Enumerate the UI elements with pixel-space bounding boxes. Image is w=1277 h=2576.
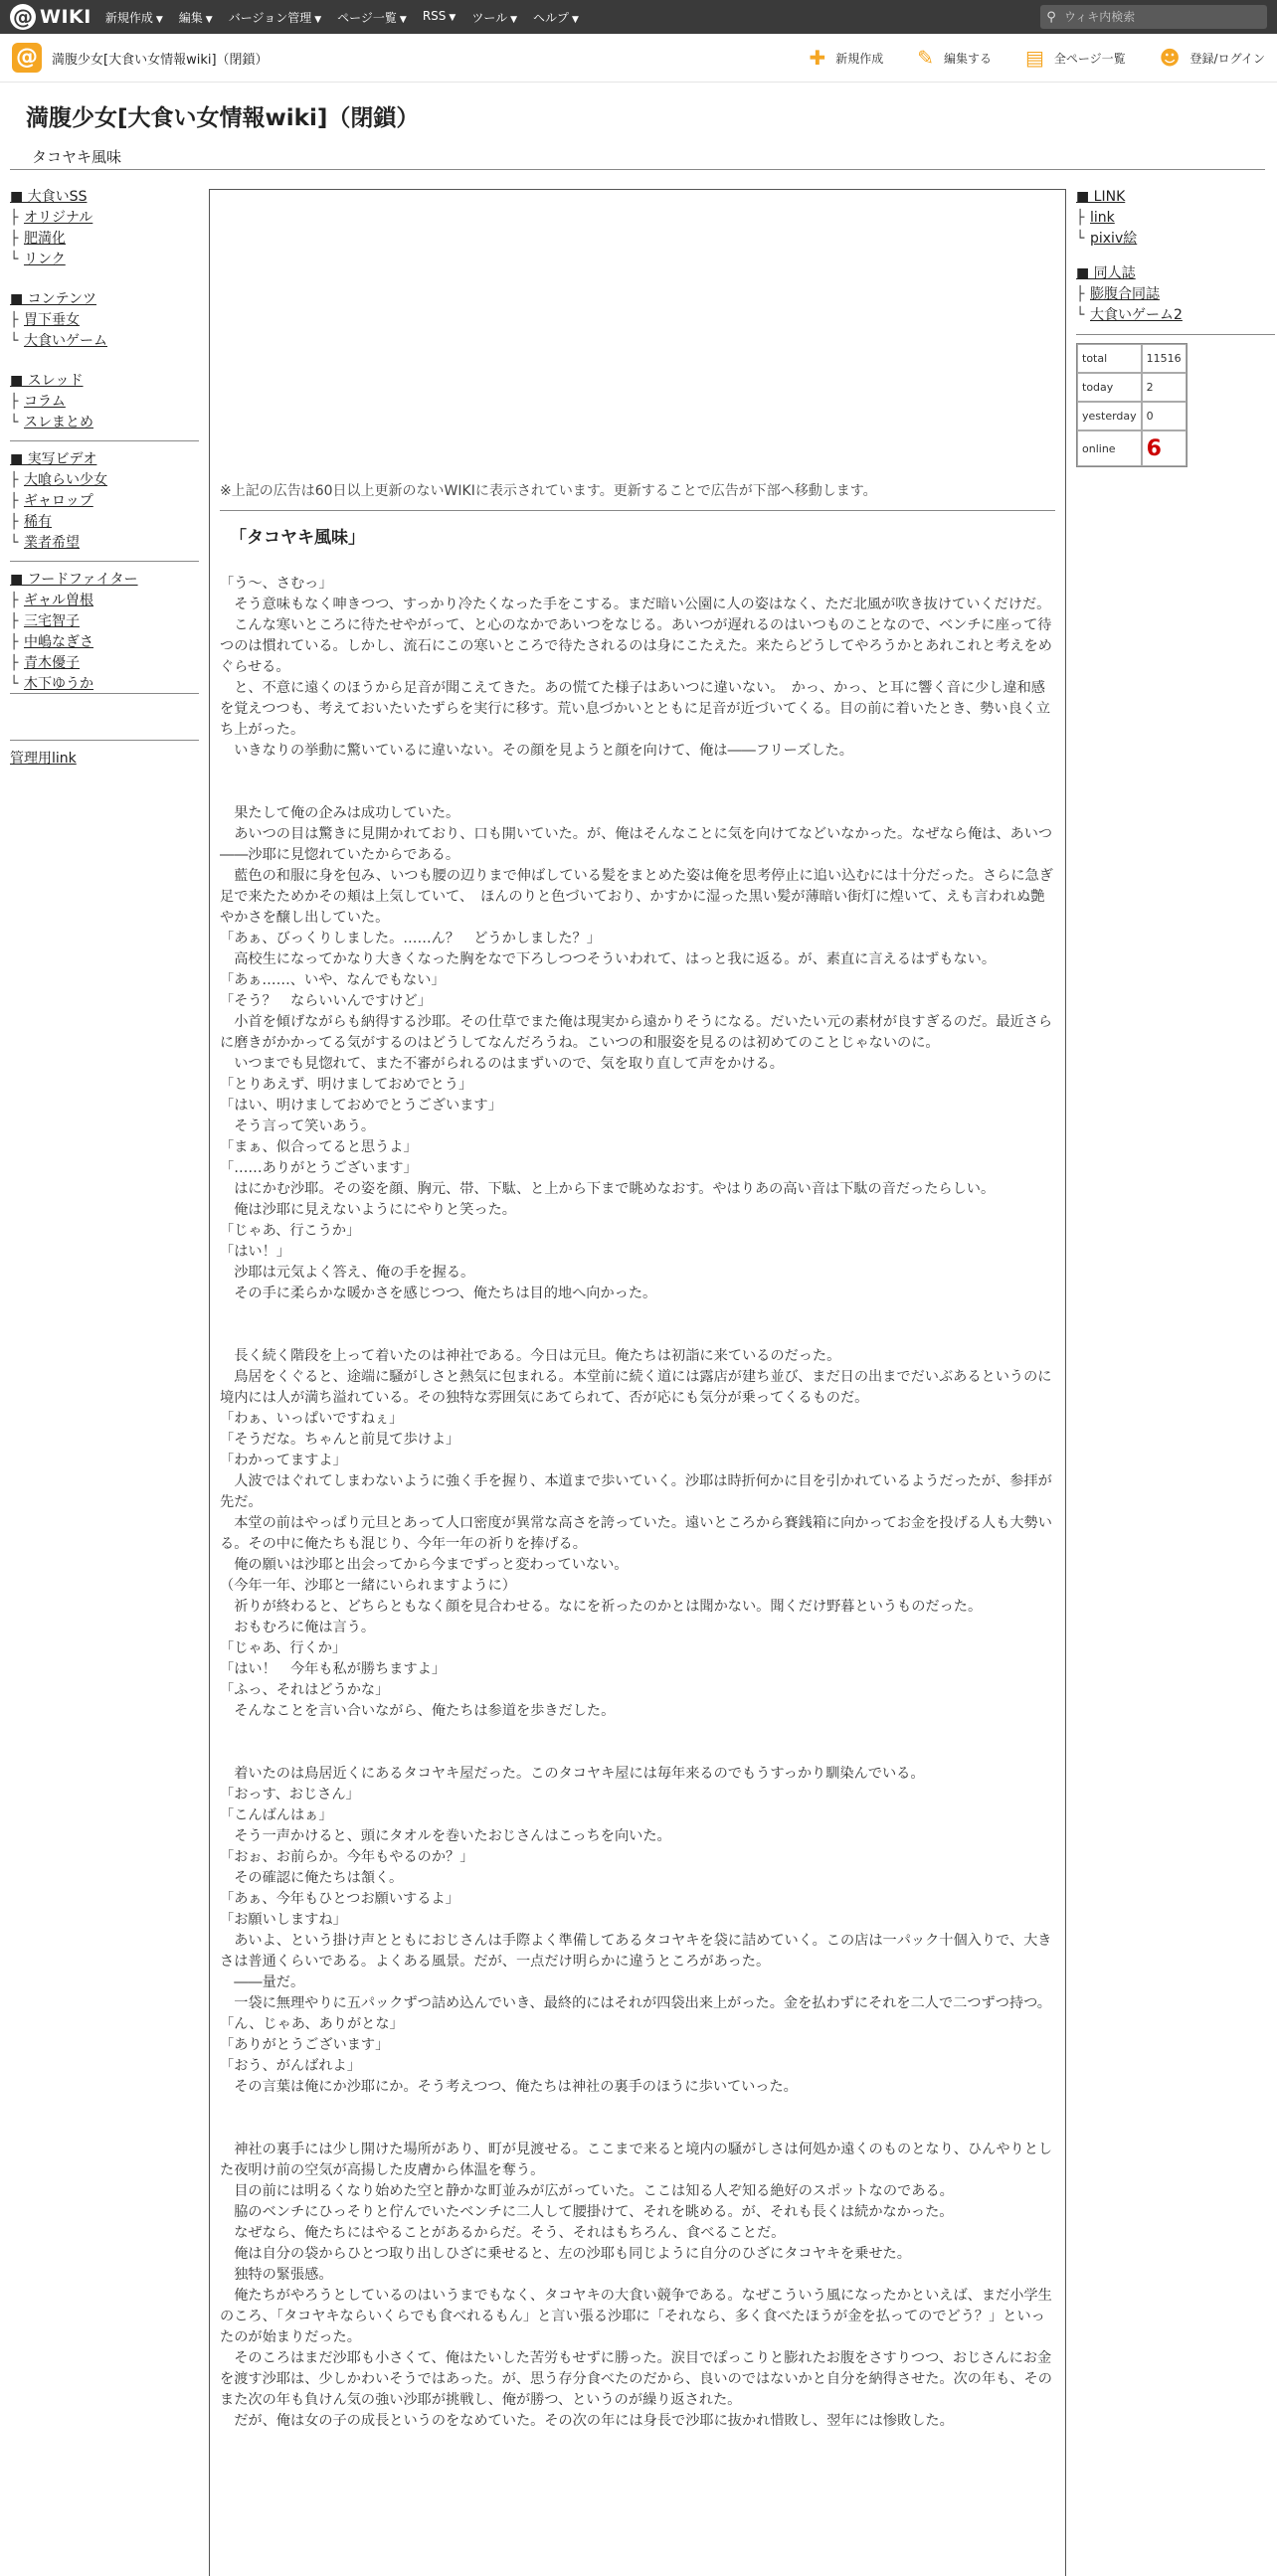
story-line: 「お願いしますね」	[220, 1912, 347, 1928]
nav-item-miyake[interactable]	[10, 611, 199, 632]
story-line: そう意味もなく呻きつつ、すっかり冷たくなった手をこする。まだ暗い公園に人の姿はなく、ただ北風が吹き抜けていくだけだ。	[220, 597, 1051, 612]
tree-branch: └	[10, 333, 19, 349]
access-counter	[1076, 343, 1187, 467]
story-line: 長く続く階段を上って着いたのは神社である。今日は元旦。俺たちは初詣に来ているのだった。	[220, 1348, 841, 1364]
story-line: だが、俺は女の子の成長というのをなめていた。その次の年には身長で沙耶に抜かれ惜敗し、翌年には惨敗した。	[220, 2413, 954, 2429]
document-icon: ▤	[1025, 46, 1044, 70]
admin-link[interactable]: 管理用link	[10, 751, 77, 767]
story-line: 果たして俺の企みは成功していた。	[220, 805, 460, 821]
story-line: あいよ、という掛け声とともにおじさんは手際よく準備してあるタコヤキを袋に詰めていく。この店は一パック十個入りで、大きさは普通くらいである。よくある風景。だが、一点だけ明らかに違うところがあった。	[220, 1933, 1052, 1970]
menu-tools[interactable]	[471, 9, 517, 26]
nav-item-label: 三宅智子	[24, 613, 80, 629]
nav-item-label: 大食いゲーム	[24, 333, 107, 349]
menu-edit[interactable]	[179, 9, 213, 26]
nav-group-ss	[10, 187, 199, 270]
nav-group-contents	[10, 289, 199, 352]
story-line: 「あぁ、今年もひとつお願いするよ」	[220, 1891, 459, 1907]
logo-text: WIKI	[40, 6, 91, 28]
caret-down-icon: ▼	[205, 14, 213, 25]
story-line: 一袋に無理やりに五パックずつ詰め込んでいき、最終的にはそれが四袋出来上がった。金を払わずにそれを二人で二つずつ持つ。	[220, 1995, 1051, 2011]
story-line: ――量だ。	[220, 1975, 305, 1990]
new-page-label: 新規作成	[835, 51, 884, 66]
story-line: 「あぁ……、いや、なんでもない」	[220, 972, 446, 988]
nav-item-nakajima[interactable]	[10, 632, 199, 653]
tree-branch: └	[10, 676, 19, 692]
top-navigation-bar	[0, 0, 1277, 34]
title-divider	[10, 169, 1265, 170]
users-icon: ☻	[1159, 46, 1181, 70]
story-line: 俺は自分の袋からひとつ取り出しひざに乗せると、左の沙耶も同じように自分のひざにタコヤキを乗せた。	[220, 2246, 911, 2262]
nav-group-foodfighter	[10, 570, 199, 695]
story-line: そのころはまだ沙耶も小さくて、俺はたいした苦労もせずに勝った。涙目でぽっこりと膨れたお腹をさすりつつ、おじさんにお金を渡す沙耶は、少しかわいそうではあった。が、思う存分食べたのだから、良いのではないかと自分を納得させた。次の年も、そのまた次の年も負けん気の強い沙耶が挑戦し、俺が勝つ、というのが繰り返された。	[220, 2350, 1052, 2408]
menu-help[interactable]	[533, 9, 579, 26]
story-line: 沙耶は元気よく答え、俺の手を握る。	[220, 1265, 475, 1281]
story-line: あいつの目は驚きに見開かれており、口も開いていた。が、俺はそんなことに気を向けてなどいなかった。なぜなら俺は、あいつ――沙耶に見惚れていたからである。	[220, 826, 1053, 863]
story-line: 「はい、明けましておめでとうございます」	[220, 1098, 502, 1114]
caret-down-icon: ▼	[449, 12, 456, 23]
nav-item-column[interactable]	[10, 392, 199, 413]
nav-item-label: 大喰らい少女	[24, 472, 107, 488]
story-line: そう一声かけると、頭にタオルを巻いたおじさんはこっちを向いた。	[220, 1828, 671, 1844]
edit-button[interactable]	[917, 46, 992, 70]
login-label: 登録/ログイン	[1189, 51, 1265, 66]
nav-item-label: 胃下垂女	[24, 312, 80, 328]
story-line: おもむろに俺は言う。	[220, 1620, 376, 1635]
counter-label: total	[1077, 344, 1142, 373]
story-line: 「おぉ、お前らか。今年もやるのか？」	[220, 1849, 474, 1865]
story-line: そう言って笑いあう。	[220, 1118, 376, 1134]
tree-branch: ├	[10, 613, 19, 629]
nav-item-label: 業者希望	[24, 535, 80, 551]
right-sidebar	[1076, 187, 1275, 467]
story-line: 「おう、がんばれよ」	[220, 2058, 361, 2074]
story-line: いつまでも見惚れて、また不審がられるのはまずいので、気を取り直して声をかける。	[220, 1056, 784, 1072]
story-line: その手に柔らかな暖かさを感じつつ、俺たちは目的地へ向かった。	[220, 1286, 657, 1301]
nav-item-label: コラム	[24, 394, 66, 410]
section-gap	[220, 1722, 1055, 1764]
page-subtitle: タコヤキ風味	[32, 148, 122, 166]
story-line: 目の前には明るくなり始めた空と静かな町並みが広がっていた。ここは知る人ぞ知る絶好のスポットなのである。	[220, 2183, 954, 2199]
rc-item-pixiv[interactable]	[1076, 229, 1275, 250]
nav-group-video	[10, 449, 199, 554]
caret-down-icon: ▼	[155, 14, 163, 25]
story-line: 「とりあえず、明けましておめでとう」	[220, 1077, 473, 1093]
nav-divider	[10, 693, 199, 694]
rc-item-goudou[interactable]	[1076, 284, 1275, 305]
story-line: 俺たちがやろうとしているのはいうまでもなく、タコヤキの大食い競争である。なぜこういう風になったかといえば、まだ小学生のころ、「タコヤキならいくらでも食べれるもん」と言い張る沙耶に「それなら、多く食べたほうが金を払ってのでどう？」といったのが始まりだった。	[220, 2288, 1052, 2345]
story-line: 脇のベンチにひっそりと佇んでいたベンチに二人して腰掛けて、それを眺める。が、それも長くは続かなかった。	[220, 2204, 954, 2220]
story-line: 人波ではぐれてしまわないように強く手を握り、本道まで歩いていく。沙耶は時折何かに目を引かれているようだったが、参拝が先だ。	[220, 1473, 1052, 1510]
ad-space	[210, 190, 1065, 480]
story-line: 「はい！ 今年も私が勝ちますよ」	[220, 1661, 447, 1677]
tree-branch: ├	[1076, 286, 1085, 302]
nav-item-label: 木下ゆうか	[24, 676, 93, 692]
story-line: と、不意に遠くのほうから足音が聞こえてきた。あの慌てた様子はあいつに違いない。 かっ、かっ、と耳に響く音に少し違和感を覚えつつも、考えておいたいたずらを実行に移す。荒い息づかいとともに足音が近づいてくる。目の前に着いたとき、勢い良く立ち上がった。	[220, 680, 1051, 738]
story-line: 小首を傾げながらも納得する沙耶。その仕草でまた俺は現実から遠かりそうになる。だいたい元の素材が良すぎるのだ。最近さらに磨きがかかってる気がするのはどうしてなんだろうね。こいつの和服姿を見るのは初めてのことじゃないのに。	[220, 1014, 1053, 1051]
rc-item-game2[interactable]	[1076, 305, 1275, 326]
nav-item-game[interactable]	[10, 331, 199, 352]
story-line: 「じゃあ、行こうか」	[220, 1223, 361, 1239]
menu-new-label: 新規作成	[104, 10, 153, 25]
menu-rss-label: RSS	[422, 8, 447, 23]
tree-branch: ├	[10, 210, 19, 226]
story-line: 俺は沙耶に見えないようににやりと笑った。	[220, 1202, 516, 1218]
counter-row	[1077, 402, 1186, 430]
story-line: 鳥居をくぐると、途端に騒がしさと熱気に包まれる。本堂前に続く道には露店が建ち並び、まだ日の出までだいぶあるというのに境内には人が満ち溢れている。その独特な雰囲気にあてられて、否が応にも気分が乗ってくるものだ。	[220, 1369, 1052, 1406]
story-line: 俺の願いは沙耶と出会ってから今までずっと変わっていない。	[220, 1557, 629, 1573]
wiki-search	[1040, 5, 1267, 29]
nav-head-foodfighter[interactable]: ■ フードファイター	[10, 572, 138, 588]
rc-divider	[1076, 334, 1275, 335]
nav-item-label: ギャル曽根	[24, 593, 93, 608]
login-button[interactable]	[1160, 46, 1265, 70]
nav-group-thread	[10, 371, 199, 433]
nav-item-label: リンク	[24, 252, 66, 267]
story-line: 「そうだな。ちゃんと前見て歩けよ」	[220, 1432, 460, 1448]
rc-item-label: 膨腹合同誌	[1090, 286, 1160, 302]
story-line: 「ありがとうございます」	[220, 2037, 390, 2053]
story-line: （今年一年、沙耶と一緒にいられますように）	[220, 1578, 516, 1594]
menu-help-label: ヘルプ	[533, 10, 570, 25]
nav-item-label: 青木優子	[24, 655, 80, 671]
menu-rss[interactable]	[423, 9, 456, 26]
left-sidebar	[10, 187, 199, 714]
rc-item-label: 大食いゲーム2	[1090, 307, 1183, 323]
nav-item-gallop[interactable]	[10, 491, 199, 512]
story-line: はにかむ沙耶。その姿を顔、胸元、帯、下駄、と上から下まで眺めなおす。やはりあの高い音は下駄の音だったらしい。	[220, 1181, 996, 1197]
menu-version-label: バージョン管理	[228, 10, 312, 25]
ad-notice: ※上記の広告は60日以上更新のないWIKIに表示されています。更新することで広告が下部へ移動します。	[220, 483, 877, 499]
online-count: 6	[1142, 430, 1186, 466]
story-line: いきなりの挙動に驚いているに違いない。その顔を見ようと顔を向けて、俺は――フリーズした。	[220, 743, 853, 759]
section-gap	[220, 762, 1055, 803]
story-line: 「わかってますよ」	[220, 1453, 347, 1468]
story-line: 「……ありがとうございます」	[220, 1160, 418, 1176]
counter-row	[1077, 430, 1186, 466]
story-line: 神社の裏手には少し開けた場所があり、町が見渡せる。ここまで来ると境内の騒がしさは何処か遠くのものとなり、ひんやりとした夜明け前の空気が高揚した皮膚から体温を奪う。	[220, 2142, 1053, 2178]
tree-branch: └	[10, 252, 19, 267]
tree-branch: ├	[10, 593, 19, 608]
counter-label: online	[1077, 430, 1142, 466]
story-line: 「おっす、おじさん」	[220, 1787, 360, 1803]
nav-item-aoki[interactable]	[10, 653, 199, 674]
tree-branch: ├	[10, 312, 19, 328]
rc-item-link[interactable]	[1076, 208, 1275, 229]
menu-version[interactable]	[229, 9, 321, 26]
nav-divider	[10, 440, 199, 441]
story-body	[220, 574, 1055, 2432]
nav-item-link[interactable]	[10, 250, 199, 270]
story-line: こんな寒いところに待たせやがって、と心のなかであいつをなじる。あいつが遅れるのはいつものことなので、ベンチに座って待つのは慣れている。しかし、流石にこの寒いところで待たされるのは身にこたえた。来たらどうしてやろうかとあれこれと考えをめぐらせる。	[220, 617, 1052, 675]
section-gap	[220, 2098, 1055, 2140]
story-line: 「ん、じゃあ、ありがとな」	[220, 2016, 404, 2032]
tree-branch: └	[10, 535, 19, 551]
rc-head-link[interactable]: ■ LINK	[1076, 189, 1126, 205]
nav-item-label: 中嶋なぎさ	[24, 634, 93, 650]
nav-item-kinoshita[interactable]	[10, 674, 199, 695]
nav-head-contents[interactable]: ■ コンテンツ	[10, 291, 96, 307]
section-gap	[220, 1304, 1055, 1346]
rc-item-label: link	[1090, 210, 1115, 226]
nav-item-matome[interactable]	[10, 413, 199, 433]
story-line: その言葉は俺にか沙耶にか。そう考えつつ、俺たちは神社の裏手のほうに歩いていった。	[220, 2079, 798, 2095]
tree-branch: ├	[10, 655, 19, 671]
nav-item-original[interactable]	[10, 208, 199, 229]
search-icon[interactable]: ⚲	[1046, 9, 1056, 25]
tree-branch: ├	[10, 394, 19, 410]
nav-divider	[10, 740, 199, 741]
tree-branch: ├	[1076, 210, 1085, 226]
counter-value: 11516	[1142, 344, 1186, 373]
at-logo-icon: @	[10, 4, 36, 30]
nav-head-ss[interactable]: ■ 大食いSS	[10, 189, 88, 205]
story-line: 「わぁ、いっぱいですねぇ」	[220, 1411, 404, 1427]
story-line: 本堂の前はやっぱり元旦とあって人口密度が異常な高さを誇っていた。遠いところから賽銭箱に向かってお金を投げる人も大勢いる。その中に俺たちも混じり、今年一年の祈りを捧げる。	[220, 1515, 1052, 1552]
nav-item-label: スレまとめ	[24, 415, 93, 430]
content-divider	[220, 510, 1055, 511]
site-name-link[interactable]: 満腹少女[大食い女情報wiki]（閉鎖）	[52, 52, 269, 68]
site-actions	[775, 34, 1265, 82]
counter-label: today	[1077, 373, 1142, 402]
edit-label: 編集する	[944, 51, 993, 66]
pencil-icon: ✎	[917, 46, 934, 70]
nav-item-label: 稀有	[24, 514, 52, 530]
menu-tools-label: ツール	[471, 10, 508, 25]
tree-branch: ├	[10, 493, 19, 509]
story-line: 「はい！」	[220, 1244, 290, 1260]
story-line: 祈りが終わると、どちらともなく顔を見合わせる。なにを祈ったのかとは聞かない。聞くだけ野暮というものだった。	[220, 1599, 983, 1615]
main-content	[209, 189, 1066, 2576]
story-line: なぜなら、俺たちにはやることがあるからだ。そう、それはもちろん、食べることだ。	[220, 2225, 786, 2241]
story-line: 藍色の和服に身を包み、いつも腰の辺りまで伸ばしている髪をまとめた姿は俺を思考停止に追い込むには十分だった。さらに急ぎ足で来たためかその頬は上気していて、 ほんのりと色づいており、かすかに湿った黒い髪が薄暗い街灯に煌いて、えも言われぬ艶やかさを醸し出していた。	[220, 868, 1053, 926]
nav-divider	[10, 561, 199, 562]
caret-down-icon: ▼	[399, 14, 407, 25]
caret-down-icon: ▼	[314, 14, 322, 25]
nav-item-keu[interactable]	[10, 512, 199, 533]
rc-group-link	[1076, 187, 1275, 250]
rc-group-doujin	[1076, 263, 1275, 326]
story-line: 着いたのは鳥居近くにあるタコヤキ屋だった。このタコヤキ屋には毎年来るのでもうすっかり馴染んでいる。	[220, 1766, 925, 1782]
story-line: 「そう？ ならいいんですけど」	[220, 993, 432, 1009]
nav-head-thread[interactable]: ■ スレッド	[10, 373, 84, 389]
counter-row	[1077, 373, 1186, 402]
menu-new[interactable]	[105, 9, 163, 26]
story-line: 「じゃあ、行くか」	[220, 1640, 347, 1656]
story-line: そんなことを言い合いながら、俺たちは参道を歩きだした。	[220, 1703, 616, 1719]
nav-item-gyousha[interactable]	[10, 533, 199, 554]
site-at-icon[interactable]: @	[12, 43, 42, 73]
caret-down-icon: ▼	[572, 14, 579, 25]
tree-branch: └	[1076, 307, 1085, 323]
story-line: その確認に俺たちは頷く。	[220, 1870, 404, 1886]
new-page-button[interactable]	[809, 46, 883, 70]
nav-head-video[interactable]: ■ 実写ビデオ	[10, 451, 97, 467]
tree-branch: └	[1076, 231, 1085, 247]
tree-branch: ├	[10, 634, 19, 650]
top-menu	[105, 9, 595, 26]
menu-page-list[interactable]	[337, 9, 407, 26]
menu-page-list-label: ページ一覧	[337, 10, 397, 25]
nav-item-label: 肥満化	[24, 231, 66, 247]
counter-value: 0	[1142, 402, 1186, 430]
story-line: 高校生になってかなり大きくなった胸をなで下ろしつつそういわれて、はっと我に返る。が、素直に言えるはずもない。	[220, 951, 997, 967]
tree-branch: ├	[10, 472, 19, 488]
site-header	[0, 34, 1277, 83]
counter-label: yesterday	[1077, 402, 1142, 430]
caret-down-icon: ▼	[510, 14, 518, 25]
story-line: 独特の緊張感。	[220, 2267, 333, 2283]
all-pages-label: 全ページ一覧	[1053, 51, 1126, 66]
rc-head-doujin[interactable]: ■ 同人誌	[1076, 265, 1136, 281]
tree-branch: └	[10, 415, 19, 430]
search-input[interactable]	[1062, 9, 1255, 25]
wiki-logo[interactable]	[10, 4, 91, 30]
nav-item-label: ギャロップ	[24, 493, 93, 509]
story-line: 「ふっ、それはどうかな」	[220, 1682, 390, 1698]
tree-branch: ├	[10, 514, 19, 530]
story-line: 「う～、さむっ」	[220, 576, 333, 592]
page-title: 満腹少女[大食い女情報wiki]（閉鎖）	[26, 105, 420, 131]
nav-item-label: オリジナル	[24, 210, 93, 226]
counter-row	[1077, 344, 1186, 373]
plus-icon: ✚	[809, 46, 826, 70]
tree-branch: ├	[10, 231, 19, 247]
all-pages-button[interactable]	[1025, 46, 1126, 70]
menu-edit-label: 編集	[178, 10, 203, 25]
nav-item-ookurai[interactable]	[10, 470, 199, 491]
story-line: 「まぁ、似合ってると思うよ」	[220, 1139, 418, 1155]
nav-item-himanka[interactable]	[10, 229, 199, 250]
story-line: 「こんばんはぁ」	[220, 1807, 333, 1823]
story-line: 「あぁ、びっくりしました。……ん？ どうかしました？」	[220, 931, 601, 946]
rc-item-label: pixiv絵	[1090, 231, 1138, 247]
story-title: 「タコヤキ風味」	[230, 528, 365, 548]
nav-item-ikasui[interactable]	[10, 310, 199, 331]
nav-item-sone[interactable]	[10, 591, 199, 611]
counter-value: 2	[1142, 373, 1186, 402]
